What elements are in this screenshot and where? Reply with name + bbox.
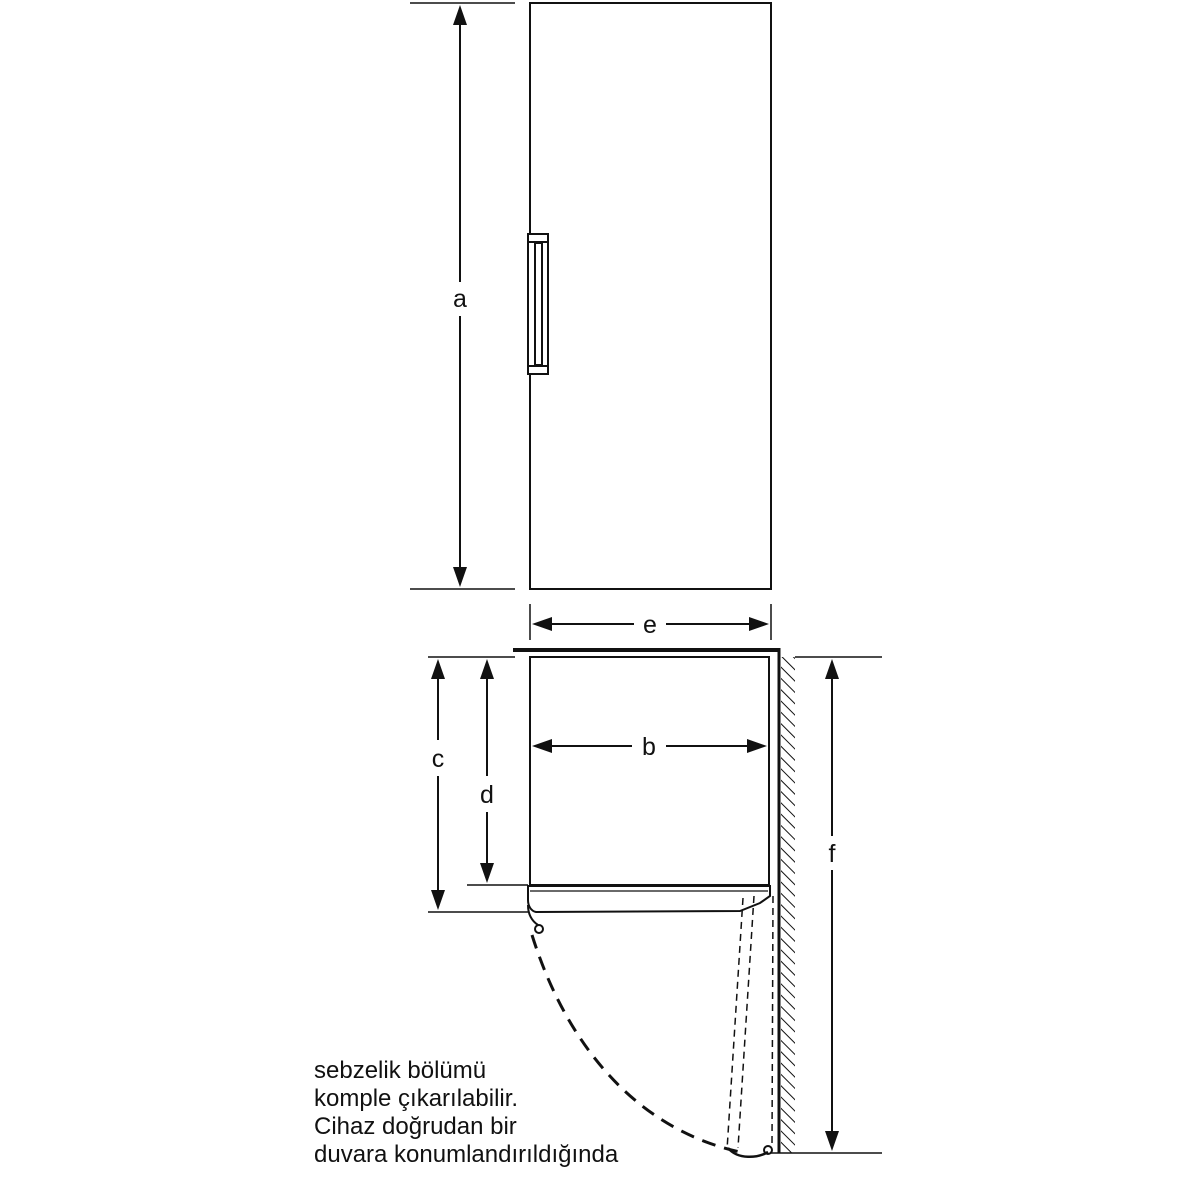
dim-f-label: f (828, 840, 836, 868)
dim-d (467, 659, 528, 885)
door-closed (528, 886, 770, 912)
note-line-2: komple çıkarılabilir. (314, 1085, 519, 1112)
dim-a-label: a (453, 285, 467, 313)
dim-e-label: e (643, 611, 657, 639)
dim-c (428, 657, 528, 912)
note-line-3: Cihaz doğrudan bir (314, 1113, 517, 1140)
dim-b-label: b (642, 733, 656, 761)
installation-note (314, 1057, 774, 1169)
dim-d-label: d (480, 781, 494, 809)
dim-a (453, 5, 467, 587)
dim-b (532, 733, 767, 761)
note-line-4: duvara konumlandırıldığında (314, 1141, 619, 1168)
door-handle (528, 234, 548, 374)
note-line-1: sebzelik bölümü (314, 1057, 487, 1084)
appliance-top-body (530, 657, 769, 885)
dim-c-label: c (431, 745, 445, 773)
hinge-left (535, 925, 543, 933)
appliance-front-body (530, 3, 771, 589)
dim-e (530, 604, 771, 640)
wall-hatching (781, 657, 795, 1153)
